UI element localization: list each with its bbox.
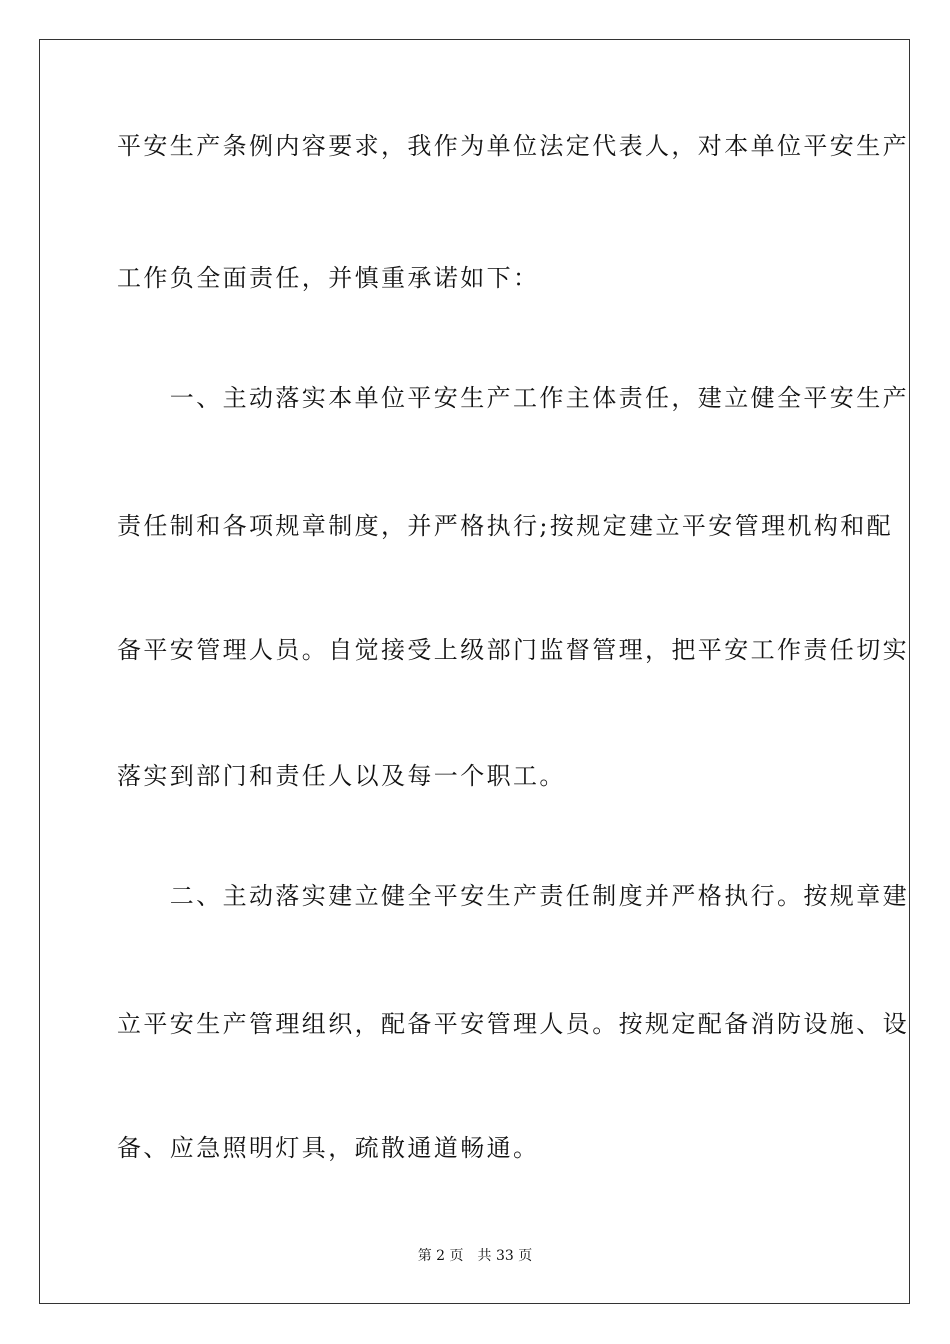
body-text-line: 工作负全面责任，并慎重承诺如下： bbox=[117, 264, 540, 292]
body-text-line: 二、主动落实建立健全平安生产责任制度并严格执行。按规章建 bbox=[117, 882, 909, 910]
body-text-line: 一、主动落实本单位平安生产工作主体责任，建立健全平安生产 bbox=[117, 384, 909, 412]
body-text-line: 备平安管理人员。自觉接受上级部门监督管理，把平安工作责任切实 bbox=[117, 636, 909, 664]
body-text-line: 备、应急照明灯具，疏散通道畅通。 bbox=[117, 1134, 540, 1162]
body-text-line: 责任制和各项规章制度，并严格执行;按规定建立平安管理机构和配 bbox=[117, 512, 894, 540]
body-text-line: 平安生产条例内容要求，我作为单位法定代表人，对本单位平安生产 bbox=[117, 132, 909, 160]
page-number-footer: 第 2 页 共 33 页 bbox=[417, 1248, 533, 1264]
page-border bbox=[39, 39, 910, 1304]
body-text-line: 落实到部门和责任人以及每一个职工。 bbox=[117, 762, 566, 790]
body-text-line: 立平安生产管理组织，配备平安管理人员。按规定配备消防设施、设 bbox=[117, 1010, 909, 1038]
